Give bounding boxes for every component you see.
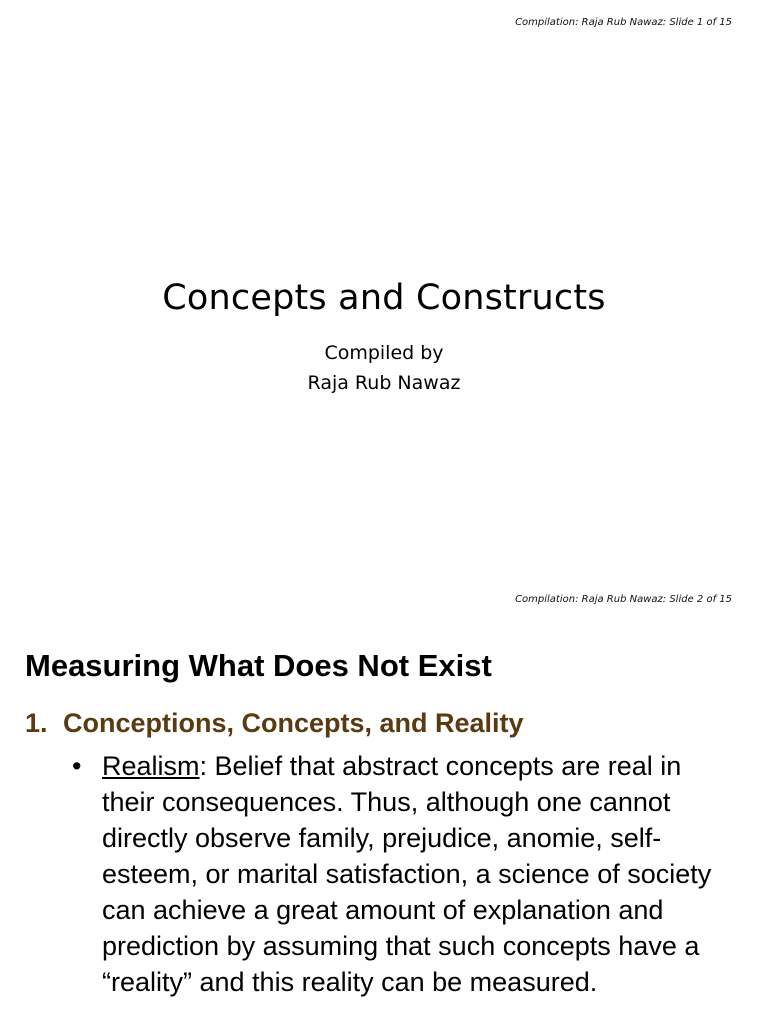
slide-2 xyxy=(0,576,768,1024)
slide-title: Concepts and Constructs xyxy=(162,278,606,318)
slide-subtitle xyxy=(0,338,768,398)
subtitle-line-author: Raja Rub Nawaz xyxy=(307,372,461,394)
bullet-icon: • xyxy=(72,751,82,781)
slide-footer: Compilation: Raja Rub Nawaz: Slide 1 of 15 xyxy=(515,17,732,28)
bullet-item xyxy=(72,748,732,1000)
item-number: 1. xyxy=(25,708,48,738)
slide-footer: Compilation: Raja Rub Nawaz: Slide 2 of 15 xyxy=(515,594,732,605)
bullet-body: : Belief that abstract concepts are real in their consequences. Thus, although one cannot directly observe family, prejudice, anomie, self-esteem, or marital satisfaction, a science of society can achieve a great amount of explanation and prediction by assuming that such concepts have a “reality” and this reality can be measured. xyxy=(102,751,712,997)
bullet-term: Realism xyxy=(102,751,200,781)
subtitle-line-compiled-by: Compiled by xyxy=(324,342,444,364)
slide-heading: Measuring What Does Not Exist xyxy=(25,648,492,683)
item-title: Conceptions, Concepts, and Reality xyxy=(63,708,524,738)
numbered-item xyxy=(25,708,524,739)
bullet-text xyxy=(102,748,732,1000)
